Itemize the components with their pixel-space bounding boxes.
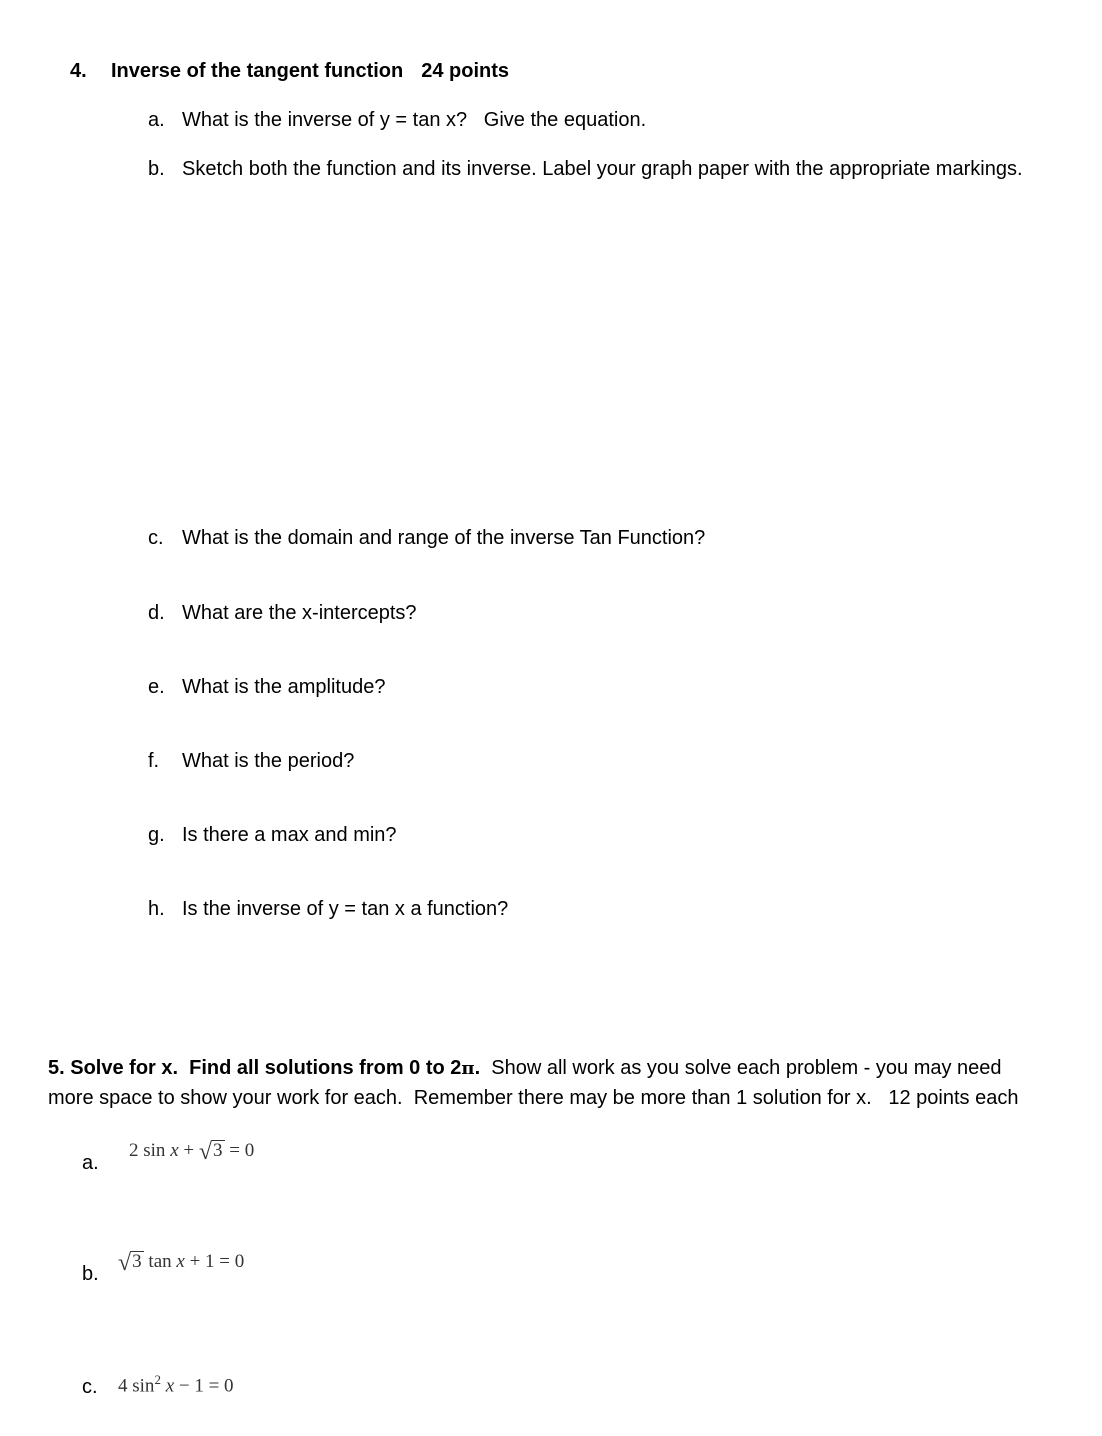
q4-item-g-text: Is there a max and min? bbox=[182, 824, 397, 846]
eq-c-post: − 1 = 0 bbox=[174, 1375, 234, 1397]
eq-b-post: + 1 = 0 bbox=[184, 1251, 245, 1272]
sqrt-symbol: √3 bbox=[118, 1250, 142, 1276]
eq-a-post: = 0 bbox=[224, 1140, 255, 1161]
eq-b-mid: tan bbox=[143, 1251, 177, 1272]
q4-item-e-label: e. bbox=[148, 676, 165, 698]
q5-problem-a-equation bbox=[129, 1139, 255, 1165]
q5-problem-c-equation bbox=[118, 1372, 234, 1397]
q5-instructions-line2: more space to show your work for each. Remember there may be more than 1 solution for x. 12 points each bbox=[48, 1087, 1019, 1109]
q4-item-c bbox=[148, 526, 705, 550]
q4-item-b-label: b. bbox=[148, 158, 165, 180]
q4-item-c-label: c. bbox=[148, 527, 164, 549]
q4-item-b bbox=[148, 157, 1023, 181]
q4-item-g bbox=[148, 823, 397, 847]
q4-title bbox=[111, 59, 509, 83]
eq-c-var: x bbox=[165, 1375, 175, 1397]
eq-b-var: x bbox=[176, 1251, 185, 1272]
q5-problem-b-label: b. bbox=[82, 1263, 99, 1285]
eq-a-pre: 2 sin bbox=[129, 1140, 171, 1161]
sqrt-symbol: √3 bbox=[198, 1139, 223, 1165]
q4-item-f-text: What is the period? bbox=[182, 750, 355, 772]
eq-a-radicand: 3 bbox=[213, 1140, 223, 1161]
q4-item-f bbox=[148, 749, 354, 773]
q4-item-h-label: h. bbox=[148, 898, 165, 920]
eq-c-pre: 4 sin bbox=[118, 1375, 155, 1397]
q5-rest-line1: Show all work as you solve each problem - you may need bbox=[480, 1057, 1002, 1079]
q5-bold-end: . bbox=[474, 1057, 481, 1079]
q4-item-e-text: What is the amplitude? bbox=[182, 676, 386, 698]
eq-c-sup: 2 bbox=[154, 1372, 161, 1387]
q4-item-b-text: Sketch both the function and its inverse. Label your graph paper with the appropriate markings. bbox=[182, 158, 1023, 180]
q4-item-h bbox=[148, 897, 508, 921]
eq-a-mid: + bbox=[178, 1140, 199, 1161]
eq-b-radicand: 3 bbox=[132, 1251, 142, 1272]
q4-item-f-label: f. bbox=[148, 750, 160, 772]
q4-points: 24 points bbox=[421, 60, 510, 82]
eq-a-var: x bbox=[170, 1140, 179, 1161]
q5-instructions-line1 bbox=[48, 1056, 1002, 1081]
q4-item-d-text: What are the x-intercepts? bbox=[182, 602, 417, 624]
q4-item-e bbox=[148, 675, 385, 699]
q4-item-d bbox=[148, 601, 417, 625]
q4-title-text: Inverse of the tangent function bbox=[111, 60, 404, 82]
q5-bold-text: 5. Solve for x. Find all solutions from 0 to 2 bbox=[48, 1057, 462, 1079]
q4-item-d-label: d. bbox=[148, 602, 165, 624]
q5-problem-a-label: a. bbox=[82, 1152, 99, 1174]
q5-problem-b-equation bbox=[118, 1250, 245, 1276]
q4-item-a-text: What is the inverse of y = tan x? Give the equation. bbox=[182, 109, 647, 131]
q4-item-a-label: a. bbox=[148, 109, 165, 131]
q4-number: 4. bbox=[70, 60, 87, 82]
q4-item-g-label: g. bbox=[148, 824, 165, 846]
q4-item-c-text: What is the domain and range of the inverse Tan Function? bbox=[182, 527, 706, 549]
q5-pi: π bbox=[461, 1058, 475, 1079]
q5-problem-c-label: c. bbox=[82, 1376, 98, 1398]
q4-item-a bbox=[148, 108, 646, 132]
q4-item-h-text: Is the inverse of y = tan x a function? bbox=[182, 898, 509, 920]
